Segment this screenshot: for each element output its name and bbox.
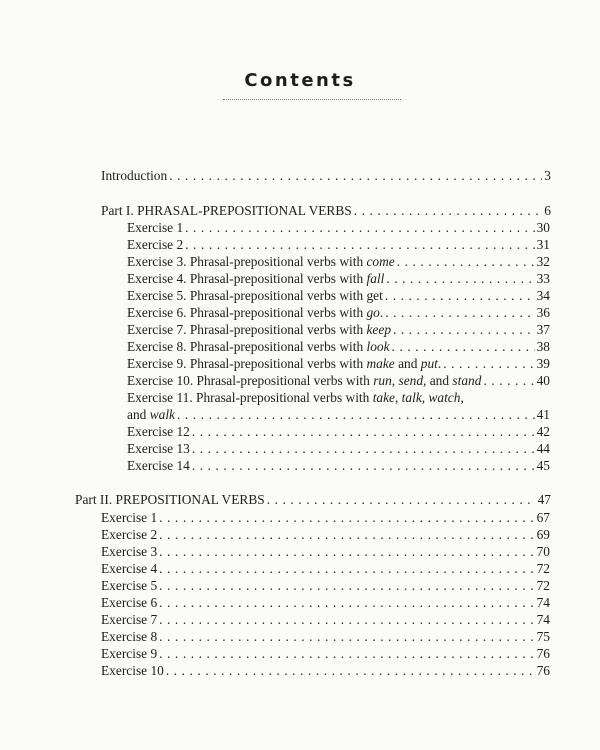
dot-leader	[185, 220, 534, 236]
toc-entry-exercise[interactable]	[127, 237, 550, 253]
toc-entry-exercise[interactable]	[101, 646, 550, 662]
dot-leader	[159, 561, 534, 577]
dot-leader	[159, 595, 534, 611]
toc-page-number: 67	[536, 510, 550, 525]
toc-page-number: 75	[536, 629, 550, 644]
toc-entry-exercise[interactable]	[101, 527, 550, 543]
toc-entry-label: Exercise 12	[127, 424, 190, 439]
toc-entry-exercise[interactable]	[127, 220, 550, 236]
dot-leader	[159, 646, 534, 662]
toc-entry-exercise[interactable]	[127, 288, 550, 304]
toc-entry-label: Exercise 2	[101, 527, 158, 542]
toc-page-number: 44	[536, 441, 550, 456]
toc-entry-label: Exercise 5. Phrasal-prepositional verbs with get	[127, 288, 383, 303]
toc-page-number: 3	[544, 168, 551, 183]
toc-page-number: 45	[536, 458, 550, 473]
dot-leader	[166, 663, 535, 679]
dot-leader	[192, 441, 535, 457]
toc-entry-exercise[interactable]	[127, 458, 550, 474]
toc-page-number: 72	[536, 561, 550, 576]
toc-entry-label: Exercise 7	[101, 612, 158, 627]
toc-page-number: 76	[536, 646, 550, 661]
toc-entry-exercise[interactable]	[101, 595, 550, 611]
toc-entry-exercise[interactable]	[127, 305, 550, 321]
toc-page-number: 38	[536, 339, 550, 354]
dot-leader	[393, 322, 535, 338]
dot-leader	[397, 254, 535, 270]
toc-entry-label: Exercise 3	[101, 544, 158, 559]
toc-entry-label: Exercise 3. Phrasal-prepositional verbs with come	[127, 254, 395, 269]
toc-entry-exercise[interactable]	[101, 510, 550, 526]
toc-entry-exercise[interactable]	[101, 561, 550, 577]
title-divider	[223, 99, 401, 100]
toc-entry-label: Exercise 8. Phrasal-prepositional verbs with look	[127, 339, 390, 354]
toc-entry-label: Exercise 4	[101, 561, 158, 576]
toc-page-number: 33	[536, 271, 550, 286]
toc-entry-label: Exercise 9	[101, 646, 158, 661]
toc-entry-exercise[interactable]	[127, 424, 550, 440]
toc-entry-label: Exercise 4. Phrasal-prepositional verbs with fall	[127, 271, 385, 286]
dot-leader	[385, 288, 535, 304]
toc-entry-exercise[interactable]	[127, 441, 550, 457]
dot-leader	[169, 168, 542, 184]
toc-page-number: 40	[536, 373, 550, 388]
toc-entry-exercise[interactable]	[101, 612, 550, 628]
dot-leader	[159, 510, 534, 526]
toc-page-number: 42	[536, 424, 550, 439]
toc-entry-exercise[interactable]	[101, 578, 550, 594]
dot-leader	[483, 373, 534, 389]
toc-entry-exercise-11-line-1[interactable]	[127, 390, 464, 406]
toc-page-number: 37	[536, 322, 550, 337]
toc-page-number: 72	[536, 578, 550, 593]
toc-page-number: 74	[536, 595, 550, 610]
toc-entry-label: and walk	[127, 407, 175, 422]
toc-entry-label: Part I. PHRASAL-PREPOSITIONAL VERBS	[101, 203, 352, 218]
toc-entry-exercise[interactable]	[101, 629, 550, 645]
dot-leader	[386, 271, 534, 287]
toc-entry-label-italic: take, talk, watch,	[372, 390, 464, 405]
toc-page-number: 34	[536, 288, 550, 303]
toc-entry-label: Exercise 8	[101, 629, 158, 644]
toc-entry-label: Exercise 14	[127, 458, 190, 473]
toc-entry-label: Exercise 6. Phrasal-prepositional verbs with go.	[127, 305, 384, 320]
dot-leader	[392, 339, 535, 355]
toc-entry-exercise[interactable]	[127, 271, 550, 287]
toc-page-number: 36	[536, 305, 550, 320]
toc-page-number: 70	[536, 544, 550, 559]
page-title: Contents	[244, 70, 356, 91]
dot-leader	[385, 305, 534, 321]
dot-leader	[267, 492, 536, 508]
toc-entry-label: Exercise 6	[101, 595, 158, 610]
toc-entry-label: Exercise 2	[127, 237, 184, 252]
dot-leader	[354, 203, 543, 219]
toc-entry-label: Exercise 10	[101, 663, 164, 678]
toc-entry-label: Introduction	[101, 168, 168, 183]
toc-page-number: 69	[536, 527, 550, 542]
toc-entry-label: Exercise 10. Phrasal-prepositional verbs with run, send, and stand	[127, 373, 482, 388]
toc-page-number: 31	[536, 237, 550, 252]
toc-page-number: 39	[536, 356, 550, 371]
toc-entry-exercise[interactable]	[127, 254, 550, 270]
toc-page-number: 74	[536, 612, 550, 627]
dot-leader	[192, 458, 535, 474]
toc-entry-exercise[interactable]	[127, 356, 550, 372]
dot-leader	[159, 629, 534, 645]
toc-entry-part-1[interactable]	[101, 203, 551, 219]
dot-leader	[159, 612, 534, 628]
toc-entry-exercise-11-line-2[interactable]	[127, 407, 550, 423]
toc-entry-label: Exercise 1	[127, 220, 184, 235]
dot-leader	[159, 527, 534, 543]
toc-entry-label: Part II. PREPOSITIONAL VERBS	[75, 492, 265, 507]
toc-entry-label: Exercise 5	[101, 578, 158, 593]
toc-entry-label: Exercise 1	[101, 510, 158, 525]
dot-leader	[159, 544, 534, 560]
toc-entry-label: Exercise 11. Phrasal-prepositional verbs with	[127, 390, 373, 405]
toc-page-number: 76	[536, 663, 550, 678]
toc-page-number: 32	[536, 254, 550, 269]
toc-entry-exercise[interactable]	[127, 373, 550, 389]
toc-entry-exercise[interactable]	[101, 663, 550, 679]
toc-page-number: 30	[536, 220, 550, 235]
toc-entry-exercise[interactable]	[127, 339, 550, 355]
toc-entry-part-2[interactable]	[75, 492, 551, 508]
toc-entry-label: Exercise 13	[127, 441, 190, 456]
toc-entry-label: Exercise 9. Phrasal-prepositional verbs with make and put.	[127, 356, 442, 371]
toc-entry-exercise[interactable]	[101, 544, 550, 560]
toc-page-number: 6	[544, 203, 551, 218]
dot-leader	[159, 578, 534, 594]
toc-entry-introduction[interactable]	[101, 168, 551, 184]
toc-page-number: 47	[537, 492, 551, 507]
toc-page-number: 41	[536, 407, 550, 422]
toc-entry-exercise[interactable]	[127, 322, 550, 338]
toc-entry-label: Exercise 7. Phrasal-prepositional verbs with keep	[127, 322, 392, 337]
dot-leader	[177, 407, 535, 423]
dot-leader	[185, 237, 534, 253]
dot-leader	[192, 424, 535, 440]
dot-leader	[443, 356, 534, 372]
